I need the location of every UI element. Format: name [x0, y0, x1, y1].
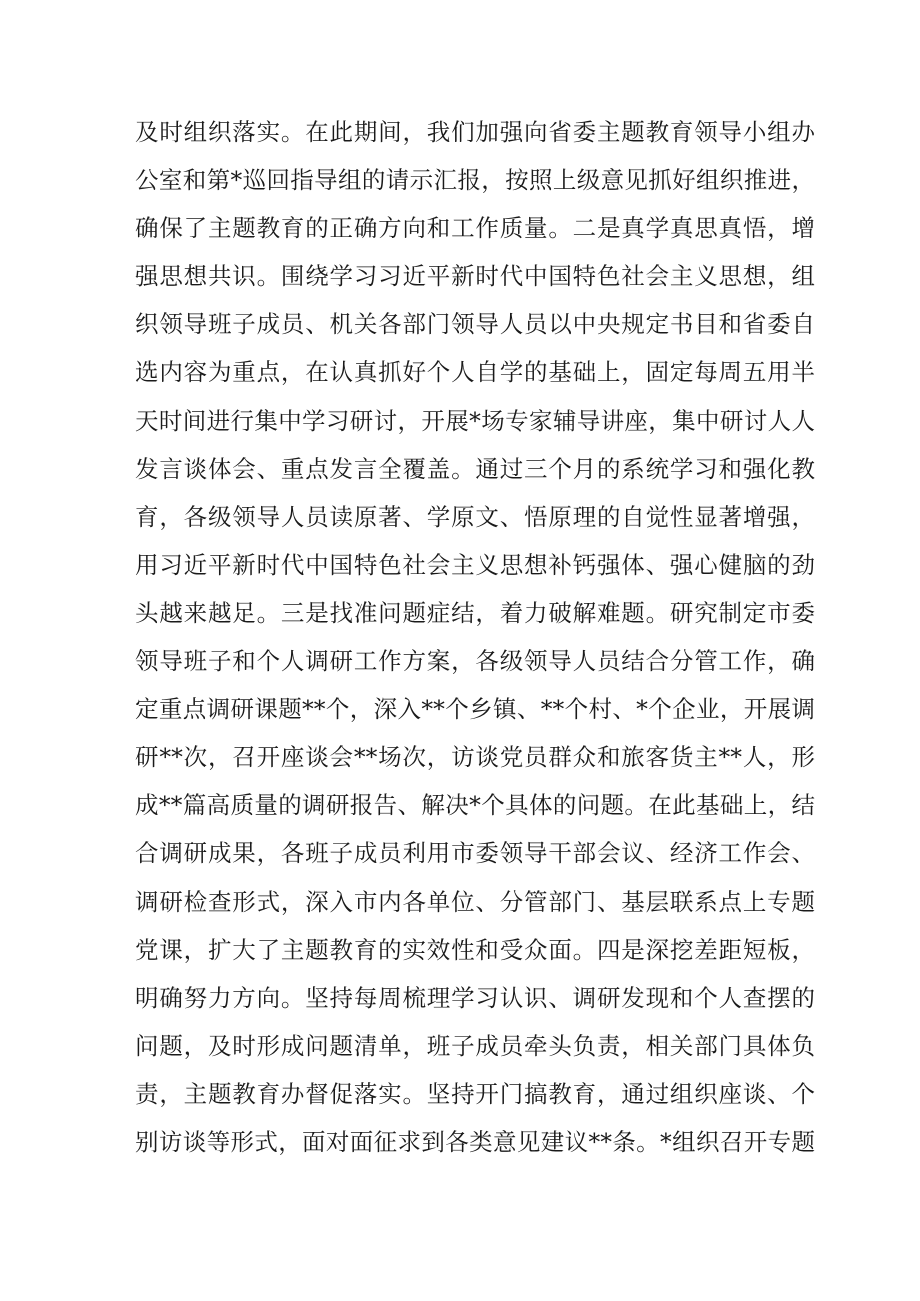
- text-line: 别访谈等形式，面对面征求到各类意见建议**条。*组织召开专题: [135, 1127, 815, 1156]
- text-line: 天时间进行集中学习研讨，开展*场专家辅导讲座，集中研讨人人: [135, 406, 815, 435]
- text-line: 研**次，召开座谈会**场次，访谈党员群众和旅客货主**人，形: [135, 743, 815, 772]
- text-line: 明确努力方向。坚持每周梳理学习认识、调研发现和个人查摆的: [135, 983, 815, 1012]
- text-line: 及时组织落实。在此期间，我们加强向省委主题教育领导小组办: [135, 118, 815, 146]
- text-line: 用习近平新时代中国特色社会主义思想补钙强体、强心健脑的劲: [135, 550, 815, 579]
- text-line: 确保了主题教育的正确方向和工作质量。二是真学真思真悟，增: [135, 214, 815, 243]
- text-line: 问题，及时形成问题清单，班子成员牵头负责，相关部门具体负: [135, 1031, 815, 1060]
- text-line: 领导班子和个人调研工作方案，各级领导人员结合分管工作，确: [135, 647, 815, 676]
- text-line: 调研检查形式，深入市内各单位、分管部门、基层联系点上专题: [135, 887, 815, 916]
- body-text: [135, 108, 815, 1166]
- text-line: 头越来越足。三是找准问题症结，着力破解难题。研究制定市委: [135, 598, 815, 627]
- text-line: 织领导班子成员、机关各部门领导人员以中央规定书目和省委自: [135, 310, 815, 339]
- text-line: 合调研成果，各班子成员利用市委领导干部会议、经济工作会、: [135, 839, 815, 868]
- text-line: 选内容为重点，在认真抓好个人自学的基础上，固定每周五用半: [135, 358, 815, 387]
- text-line: 定重点调研课题**个，深入**个乡镇、**个村、*个企业，开展调: [135, 695, 815, 724]
- text-line: 公室和第*巡回指导组的请示汇报，按照上级意见抓好组织推进，: [135, 166, 815, 195]
- text-line: 强思想共识。围绕学习习近平新时代中国特色社会主义思想，组: [135, 262, 815, 291]
- text-line: 党课，扩大了主题教育的实效性和受众面。四是深挖差距短板，: [135, 935, 815, 964]
- text-line: 育，各级领导人员读原著、学原文、悟原理的自觉性显著增强，: [135, 502, 815, 531]
- text-line: 发言谈体会、重点发言全覆盖。通过三个月的系统学习和强化教: [135, 454, 815, 483]
- text-line: 成**篇高质量的调研报告、解决*个具体的问题。在此基础上，结: [135, 791, 815, 820]
- text-line: 责，主题教育办督促落实。坚持开门搞教育，通过组织座谈、个: [135, 1079, 815, 1108]
